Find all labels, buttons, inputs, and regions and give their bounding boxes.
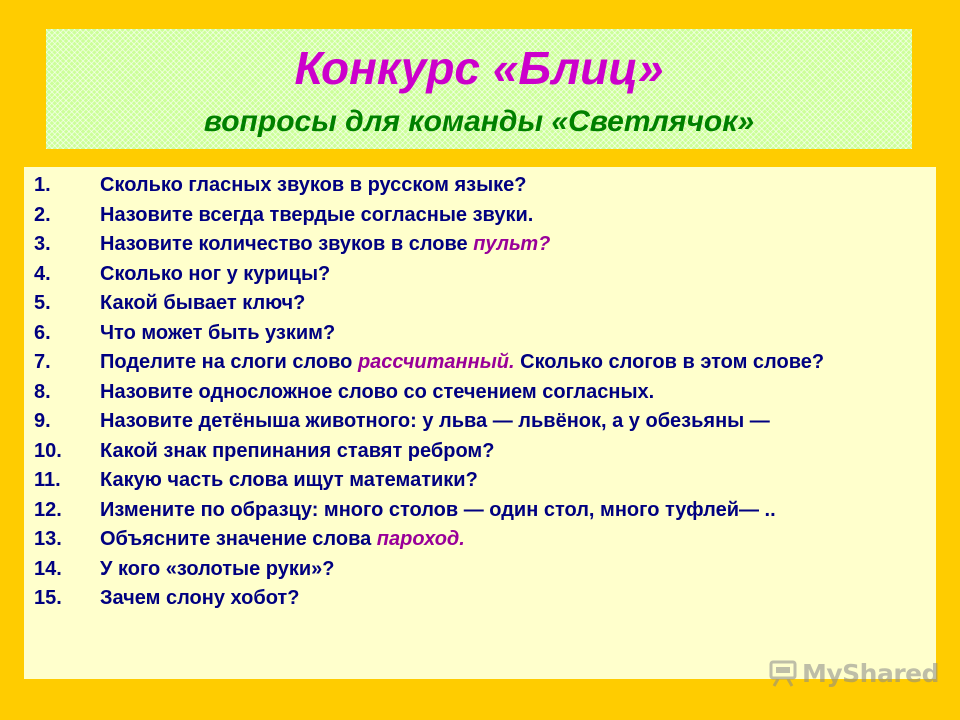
question-number: 5. [34, 292, 51, 314]
question-text: Зачем слону хобот? [100, 587, 300, 609]
question-number: 15. [34, 587, 62, 609]
question-item [24, 381, 936, 403]
question-number: 7. [34, 351, 51, 373]
myshared-watermark [768, 655, 939, 691]
question-number: 6. [34, 321, 51, 344]
question-number: 2. [34, 203, 51, 226]
question-number: 3. [34, 233, 51, 255]
question-item [24, 440, 936, 462]
question-emphasis: рассчитанный. [357, 351, 515, 373]
question-item [24, 174, 936, 196]
title-banner [46, 29, 912, 149]
question-text: Назовите детёныша животного: у льва — львёнок, а у обезьяны — [100, 410, 770, 432]
question-number: 9. [34, 410, 51, 432]
question-number: 10. [34, 439, 62, 462]
question-item [24, 528, 936, 550]
question-item [24, 469, 936, 491]
question-text: Сколько гласных звуков в русском языке? [100, 174, 527, 196]
question-text: Какой знак препинания ставят ребром? [100, 439, 495, 462]
questions-list [24, 174, 936, 617]
question-text: Какую часть слова ищут математики? [100, 469, 478, 491]
question-text: Поделите на слоги слово [100, 351, 358, 373]
question-item [24, 410, 936, 432]
question-number: 12. [34, 498, 62, 521]
question-emphasis: пароход. [376, 528, 465, 550]
question-text-tail: Сколько слогов в этом слове? [514, 351, 825, 373]
question-item [24, 587, 936, 609]
slide-subtitle: вопросы для команды «Светлячок» [203, 105, 755, 138]
question-text: Что может быть узким? [100, 321, 336, 344]
watermark-text: MyShared [802, 658, 940, 688]
question-number: 11. [34, 469, 61, 491]
question-number: 1. [34, 174, 51, 196]
question-item [24, 322, 936, 344]
question-text: Объясните значение слова [100, 528, 377, 550]
question-item [24, 351, 936, 373]
question-number: 4. [34, 262, 51, 285]
question-number: 13. [34, 528, 62, 550]
question-item [24, 499, 936, 521]
question-item [24, 233, 936, 255]
slide-title: Конкурс «Блиц» [294, 42, 664, 94]
question-text: Назовите односложное слово со стечением согласных. [100, 380, 655, 403]
presentation-board-icon [768, 658, 798, 688]
question-emphasis: пульт? [473, 233, 551, 255]
question-item [24, 292, 936, 314]
question-text: Назовите всегда твердые согласные звуки. [100, 203, 534, 226]
question-item [24, 558, 936, 580]
questions-panel [24, 167, 936, 679]
question-text: Сколько ног у курицы? [100, 262, 331, 285]
question-text: У кого «золотые руки»? [100, 557, 335, 580]
question-number: 8. [34, 380, 51, 403]
question-text: Измените по образцу: много столов — один стол, много туфлей— .. [100, 498, 776, 521]
question-item [24, 204, 936, 226]
question-text: Какой бывает ключ? [100, 292, 306, 314]
question-number: 14. [34, 557, 62, 580]
question-item [24, 263, 936, 285]
question-text: Назовите количество звуков в слове [100, 233, 474, 255]
